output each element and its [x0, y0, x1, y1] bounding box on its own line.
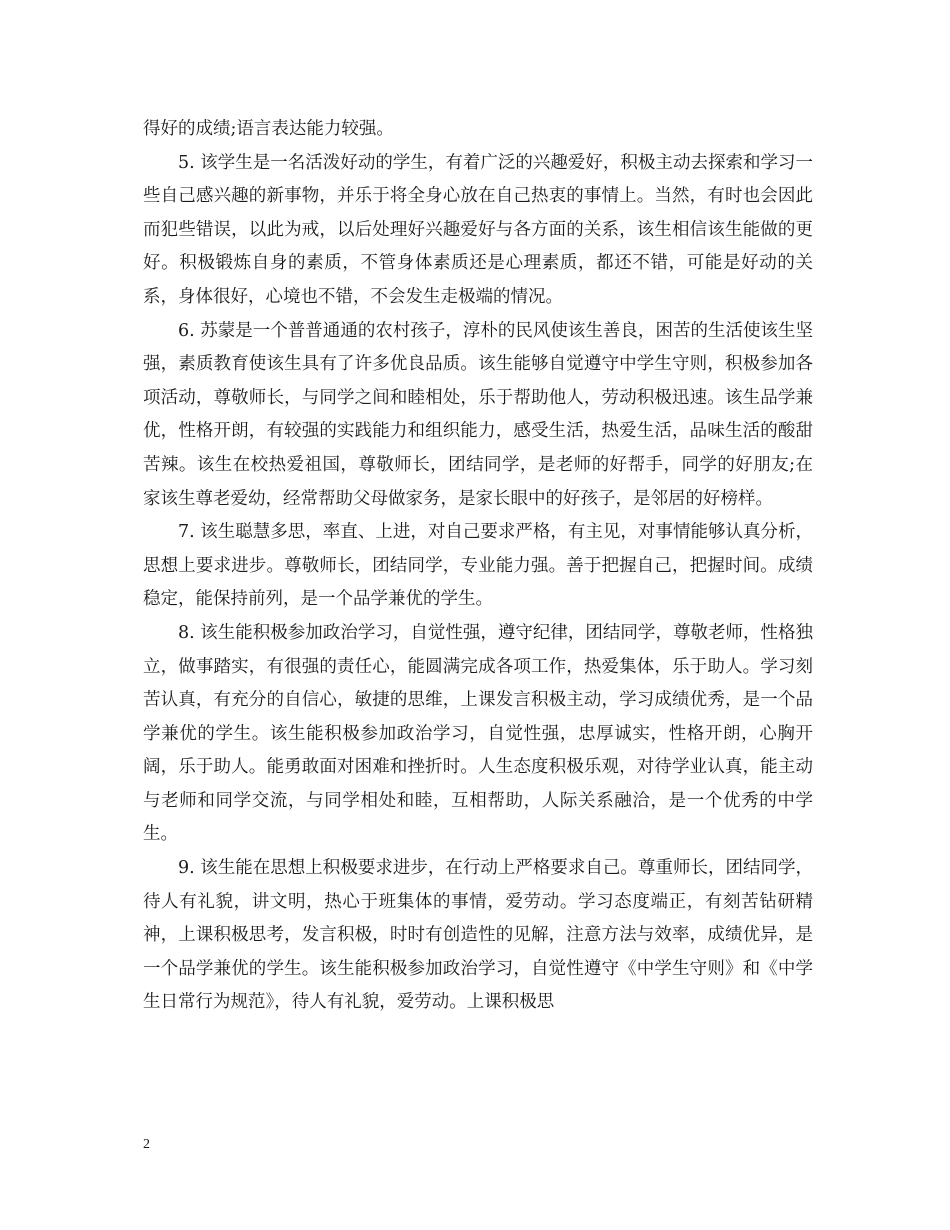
paragraph-item-9: 9. 该生能在思想上积极要求进步，在行动上严格要求自己。尊重师长，团结同学，待人有礼貌，讲文明，热心于班集体的事情，爱劳动。学习态度端正，有刻苦钻研精神，上课积极思考，发言积极，时时有创造性的见解，注意方法与效率，成绩优异，是一个品学兼优的学生。该生能积极参加政治学习，自觉性遵守《中学生守则》和《中学生日常行为规范》，待人有礼貌，爱劳动。上课积极思 [143, 858, 813, 1013]
paragraph-item-8: 8. 该生能积极参加政治学习，自觉性强，遵守纪律，团结同学，尊敬老师，性格独立，做事踏实，有很强的责任心，能圆满完成各项工作，热爱集体，乐于助人。学习刻苦认真，有充分的自信心，敏捷的思维，上课发言积极主动，学习成绩优秀，是一个品学兼优的学生。该生能积极参加政治学习，自觉性强，忠厚诚实，性格开朗，心胸开阔，乐于助人。能勇敢面对困难和挫折时。人生态度积极乐观，对待学业认真，能主动与老师和同学交流，与同学相处和睦，互相帮助，人际关系融洽，是一个优秀的中学生。 [143, 622, 813, 845]
paragraph-item-6: 6. 苏蒙是一个普普通通的农村孩子，淳朴的民风使该生善良，困苦的生活使该生坚强，素质教育使该生具有了许多优良品质。该生能够自觉遵守中学生守则，积极参加各项活动，尊敬师长，与同学之间和睦相处，乐于帮助他人，劳动积极迅速。该生品学兼优，性格开朗，有较强的实践能力和组织能力，感受生活，热爱生活，品味生活的酸甜苦辣。该生在校热爱祖国，尊敬师长，团结同学，是老师的好帮手，同学的好朋友;在家该生尊老爱幼，经常帮助父母做家务，是家长眼中的好孩子，是邻居的好榜样。 [143, 320, 813, 509]
body-text [143, 113, 813, 1020]
paragraph-continuation: 得好的成绩;语言表达能力较强。 [143, 119, 394, 139]
page-number: 2 [143, 1137, 150, 1152]
paragraph-item-5: 5. 该学生是一名活泼好动的学生，有着广泛的兴趣爱好，积极主动去探索和学习一些自己感兴趣的新事物，并乐于将全身心放在自己热衷的事情上。当然，有时也会因此而犯些错误，以此为戒，以后处理好兴趣爱好与各方面的关系，该生相信该生能做的更好。积极锻炼自身的素质，不管身体素质还是心理素质，都还不错，可能是好动的关系，身体很好，心境也不错，不会发生走极端的情况。 [143, 152, 813, 307]
paragraph-item-7: 7. 该生聪慧多思，率直、上进，对自己要求严格，有主见，对事情能够认真分析，思想上要求进步。尊敬师长，团结同学，专业能力强。善于把握自己，把握时间。成绩稳定，能保持前列，是一个品学兼优的学生。 [143, 522, 813, 610]
